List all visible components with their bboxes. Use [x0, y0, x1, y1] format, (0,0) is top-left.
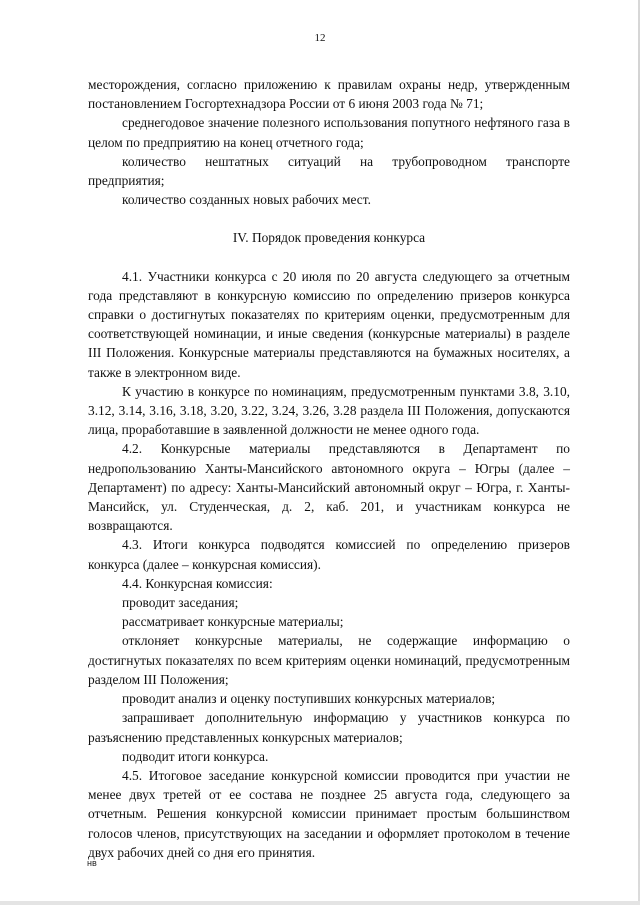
list-item-review: рассматривает конкурсные материалы;	[122, 614, 344, 630]
paragraph-criterion-incidents: количество нештатных ситуаций на трубопроводном транспорте предприятия;	[88, 153, 570, 189]
paragraph-criterion-gas: среднегодовое значение полезного использования попутного нефтяного газа в целом по предприятию на конец отчетного года;	[88, 115, 570, 150]
paragraph-continuation: месторождения, согласно приложению к правилам охраны недр, утвержденным постановлением Госгортехнадзора России от 6 июня 2003 года № 71;	[88, 77, 570, 112]
list-item-analysis: проводит анализ и оценку поступивших конкурсных материалов;	[122, 691, 496, 707]
paragraph-4-5: 4.5. Итоговое заседание конкурсной комиссии проводится при участии не менее двух третей от ее состава не позднее 25 августа года, следующего за отчетным. Решения конкурсной комиссии принимает простым большинством голосов членов, присутствующих на заседании и оформляет протоколом в течение двух рабочих дней со дня его принятия.	[88, 767, 570, 860]
section-title: IV. Порядок проведения конкурса	[232, 230, 426, 246]
list-item-reject: отклоняет конкурсные материалы, не содержащие информацию о достигнутых показателях по всем критериям оценки номинаций, предусмотренным разделом III Положения;	[88, 633, 570, 687]
paragraph-eligibility: К участию в конкурсе по номинациям, предусмотренным пунктами 3.8, 3.10, 3.12, 3.14, 3.16, 3.18, 3.20, 3.22, 3.24, 3.26, 3.28 раздела III Положения, допускаются лица, проработавшие в заявленной должности не менее одного года.	[88, 383, 570, 438]
scan-edge-bottom	[0, 901, 640, 905]
paragraph-4-4: 4.4. Конкурсная комиссия:	[122, 575, 273, 591]
document-body	[88, 75, 570, 862]
paragraph-4-3: 4.3. Итоги конкурса подводятся комиссией по определению призеров конкурса (далее – конкурсная комиссия).	[88, 537, 570, 572]
paragraph-criterion-jobs: количество созданных новых рабочих мест.	[122, 192, 371, 208]
footer-mark: нв	[87, 858, 97, 868]
paragraph-4-1: 4.1. Участники конкурса с 20 июля по 20 августа следующего за отчетным года представляют в конкурсную комиссию по определению призеров конкурса справки о достигнутых показателях по критериям оценки, предусмотренным для соответствующей номинации, и иные сведения (конкурсные материалы) в разделе III Положения. Конкурсные материалы представляются на бумажных носителях, а также в электронном виде.	[88, 268, 570, 380]
paragraph-4-2: 4.2. Конкурсные материалы представляются в Департамент по недропользованию Ханты-Мансийского автономного округа – Югры (далее – Департамент) по адресу: Ханты-Мансийский автономный округ – Югра, г. Ханты-Мансийск, ул. Студенческая, д. 2, каб. 201, и участникам конкурса не возвращаются.	[88, 441, 570, 534]
page-number: 12	[314, 32, 326, 44]
list-item-request-info: запрашивает дополнительную информацию у участников конкурса по разъяснению представленных конкурсных материалов;	[88, 710, 570, 745]
list-item-results: подводит итоги конкурса.	[122, 748, 269, 764]
list-item-meetings: проводит заседания;	[122, 595, 239, 611]
